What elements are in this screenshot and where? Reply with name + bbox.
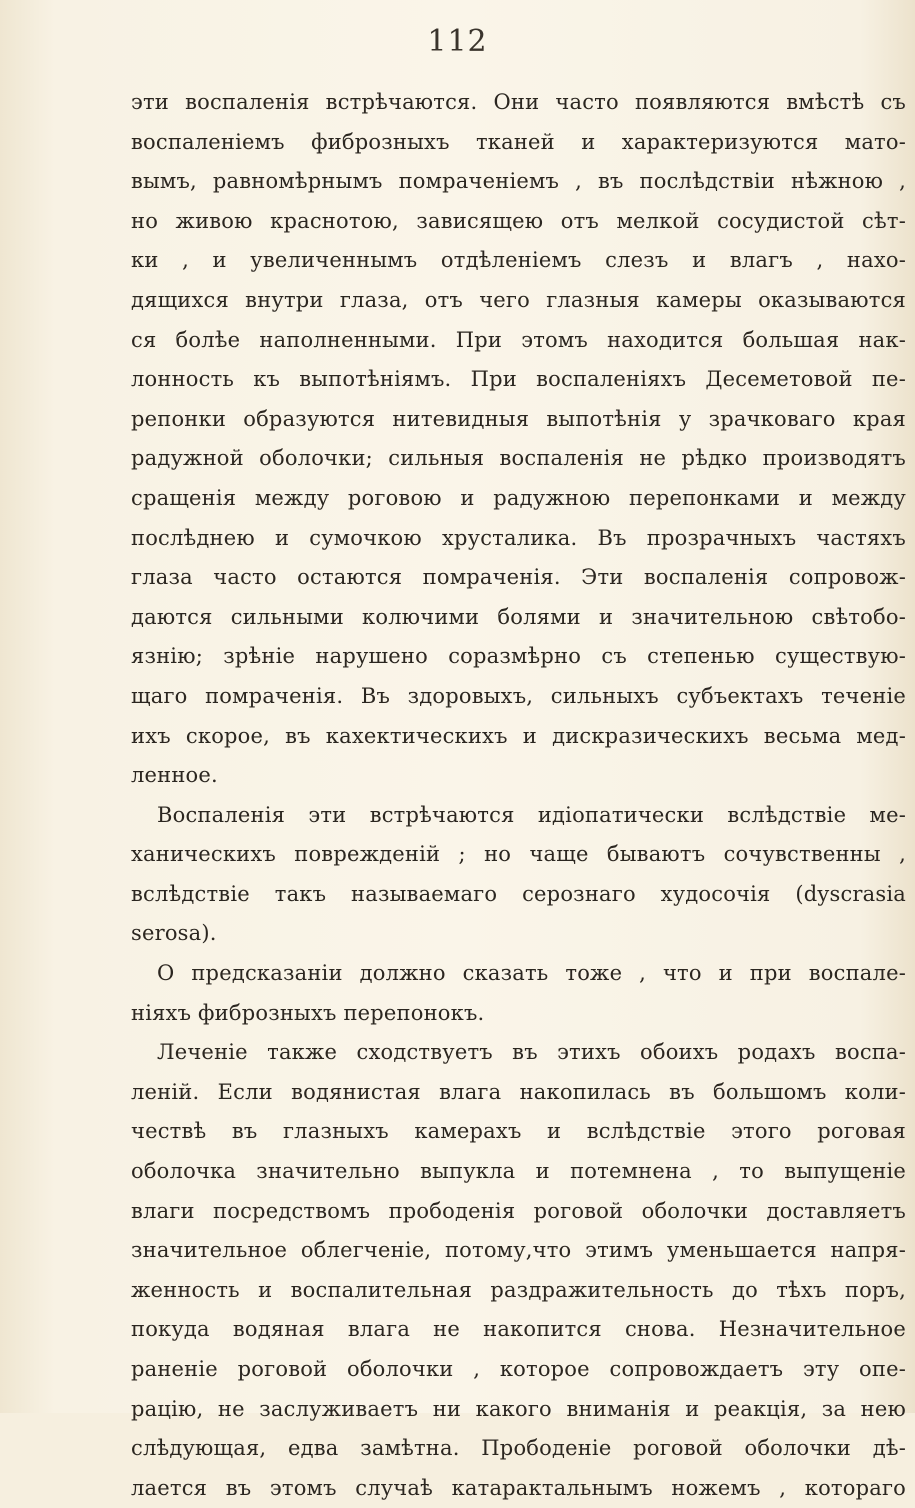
text-line: Леченіе также сходствуетъ въ этихъ обоихъ родахъ воспа- bbox=[157, 1040, 906, 1065]
text-line: слѣдующая, едва замѣтна. Прободеніе роговой оболочки дѣ- bbox=[131, 1436, 906, 1461]
text-line: щаго помраченія. Въ здоровыхъ, сильныхъ субъектахъ теченіе bbox=[131, 683, 906, 708]
text-line: serosa). bbox=[131, 921, 217, 946]
text-line: лается въ этомъ случаѣ катарактальнымъ ножемъ , котораго bbox=[131, 1475, 906, 1500]
text-line: воспаленіемъ фиброзныхъ тканей и характеризуются мато- bbox=[131, 129, 906, 154]
text-line: радужной оболочки; сильныя воспаленія не рѣдко производятъ bbox=[131, 446, 906, 471]
text-line: даются сильными колючими болями и значительною свѣтобо- bbox=[131, 604, 906, 629]
page-body-text bbox=[131, 83, 906, 1508]
text-line: Воспаленія эти встрѣчаются идіопатически вслѣдствіе ме- bbox=[157, 802, 906, 827]
text-line: ніяхъ фиброзныхъ перепонокъ. bbox=[131, 1000, 485, 1025]
text-line: но живою краснотою, зависящею отъ мелкой сосудистой сѣт- bbox=[131, 208, 906, 233]
text-line: послѣднею и сумочкою хрусталика. Въ прозрачныхъ частяхъ bbox=[131, 525, 906, 550]
text-line: рацію, не заслуживаетъ ни какого вниманія и реакція, за нею bbox=[131, 1396, 906, 1421]
text-line: ленное. bbox=[131, 763, 218, 788]
text-line: оболочка значительно выпукла и потемнена , то выпущеніе bbox=[131, 1159, 906, 1184]
page-number: 112 bbox=[427, 24, 488, 59]
text-line: эти воспаленія встрѣчаются. Они часто появляются вмѣстѣ съ bbox=[131, 90, 906, 114]
text-line: чествѣ въ глазныхъ камерахъ и вслѣдствіе этого роговая bbox=[131, 1119, 906, 1144]
text-line: язнію; зрѣніе нарушено соразмѣрно съ степенью существую- bbox=[131, 644, 906, 669]
text-line: влаги посредствомъ прободенія роговой оболочки доставляетъ bbox=[131, 1198, 906, 1223]
text-line: вымъ, равномѣрнымъ помраченіемъ , въ послѣдствіи нѣжною , bbox=[131, 169, 906, 194]
text-line: ханическихъ поврежденій ; но чаще бываютъ сочувственны , bbox=[131, 842, 906, 867]
text-line: О предсказаніи должно сказать тоже , что и при воспале- bbox=[157, 961, 906, 986]
text-line: женность и воспалительная раздражительность до тѣхъ поръ, bbox=[131, 1277, 906, 1302]
text-line: раненіе роговой оболочки , которое сопровождаетъ эту опе- bbox=[131, 1357, 906, 1381]
text-line: ки , и увеличеннымъ отдѣленіемъ слезъ и влагъ , нахо- bbox=[131, 248, 906, 273]
text-line: дящихся внутри глаза, отъ чего глазныя камеры оказываются bbox=[131, 287, 906, 312]
text-line: лонность къ выпотѣніямъ. При воспаленіяхъ Десеметовой пе- bbox=[131, 367, 906, 392]
text-line: ихъ скорое, въ кахектическихъ и дискразическихъ весьма мед- bbox=[131, 723, 906, 748]
text-line: вслѣдствіе такъ называемаго серознаго худосочія (dyscrasia bbox=[131, 881, 906, 906]
text-line: репонки образуются нитевидныя выпотѣнія у зрачковаго края bbox=[131, 406, 906, 431]
text-line: значительное облегченіе, потому,что этимъ уменьшается напря- bbox=[131, 1238, 906, 1263]
text-line: покуда водяная влага не накопится снова. Незначительное bbox=[131, 1317, 906, 1342]
text-line: леній. Если водянистая влага накопилась въ большомъ коли- bbox=[131, 1079, 906, 1104]
text-line: ся болѣе наполненными. При этомъ находится большая нак- bbox=[131, 327, 906, 352]
text-line: глаза часто остаются помраченія. Эти воспаленія сопровож- bbox=[131, 565, 906, 590]
text-line: сращенія между роговою и радужною перепонками и между bbox=[131, 485, 906, 510]
